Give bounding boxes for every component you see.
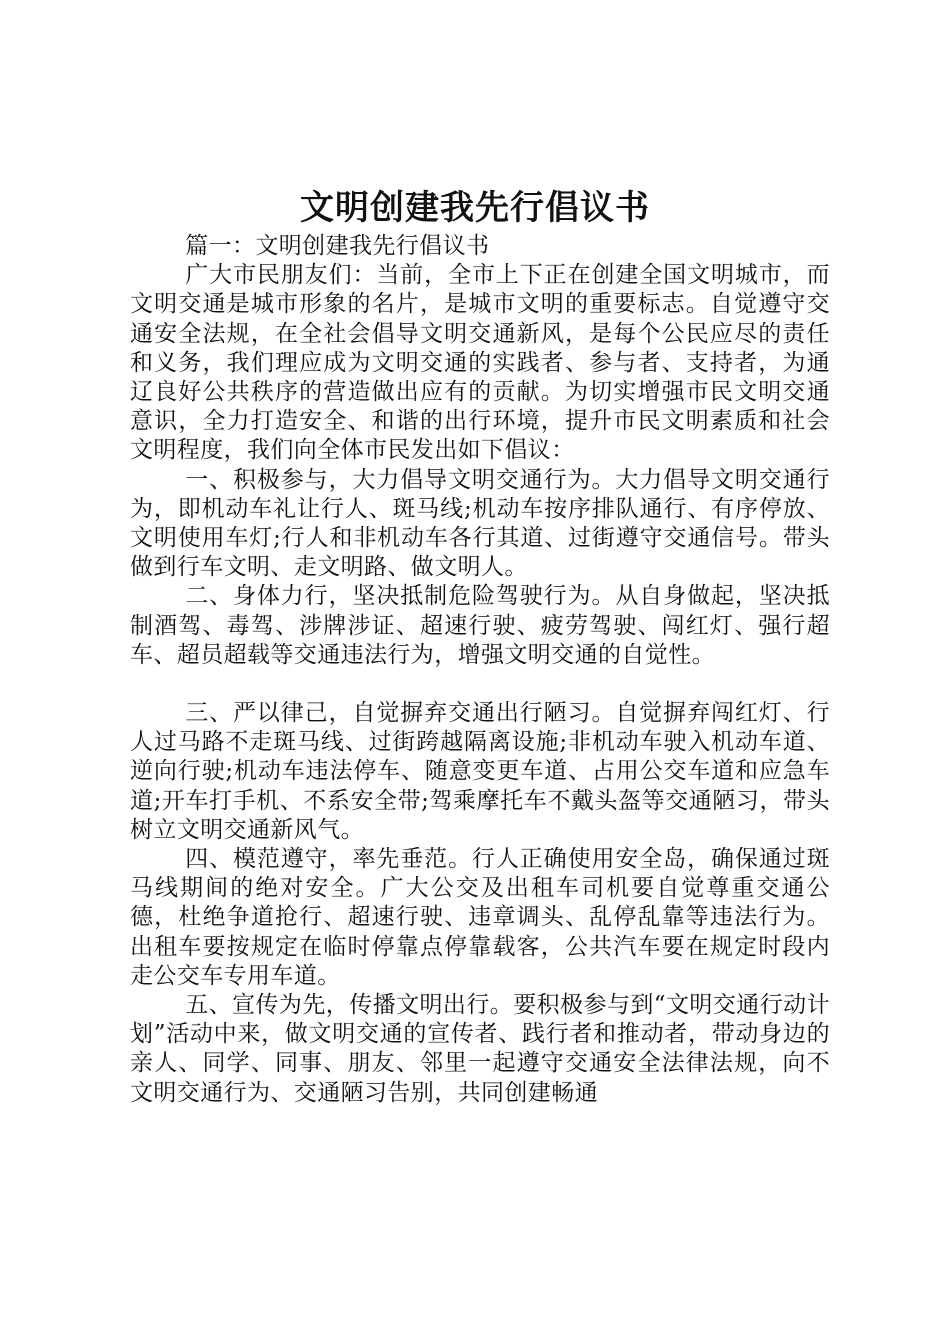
paragraph-item-2: 二、身体力行，坚决抵制危险驾驶行为。从自身做起，坚决抵制酒驾、毒驾、涉牌涉证、超速行驶、疲劳驾驶、闯红灯、强行超车、超员超载等交通违法行为，增强文明交通的自觉性。	[130, 583, 830, 668]
document-body	[130, 232, 830, 1108]
section-heading: 篇一：文明创建我先行倡议书	[185, 233, 490, 259]
paragraph-item-5: 五、宣传为先，传播文明出行。要积极参与到“文明交通行动计划”活动中来，做文明交通的宣传者、践行者和推动者，带动身边的亲人、同学、同事、朋友、邻里一起遵守交通安全法律法规，向不文明交通行为、交通陋习告别，共同创建畅通	[130, 992, 830, 1106]
document-title: 文明创建我先行倡议书	[300, 188, 650, 228]
paragraph-intro: 广大市民朋友们：当前，全市上下正在创建全国文明城市，而文明交通是城市形象的名片，是城市文明的重要标志。自觉遵守交通安全法规，在全社会倡导文明交通新风，是每个公民应尽的责任和义务，我们理应成为文明交通的实践者、参与者、支持者，为通辽良好公共秩序的营造做出应有的贡献。为切实增强市民文明交通意识，全力打造安全、和谐的出行环境，提升市民文明素质和社会文明程度，我们向全体市民发出如下倡议：	[130, 262, 830, 464]
paragraph-item-4: 四、模范遵守，率先垂范。行人正确使用安全岛，确保通过斑马线期间的绝对安全。广大公交及出租车司机要自觉尊重交通公德，杜绝争道抢行、超速行驶、违章调头、乱停乱靠等违法行为。出租车要按规定在临时停靠点停靠载客，公共汽车要在规定时段内走公交车专用车道。	[130, 846, 830, 989]
paragraph-item-3: 三、严以律己，自觉摒弃交通出行陋习。自觉摒弃闯红灯、行人过马路不走斑马线、过街跨越隔离设施;非机动车驶入机动车道、逆向行驶;机动车违法停车、随意变更车道、占用公交车道和应急车道;开车打手机、不系安全带;驾乘摩托车不戴头盔等交通陋习，带头树立文明交通新风气。	[130, 700, 830, 843]
paragraph-item-1: 一、积极参与，大力倡导文明交通行为。大力倡导文明交通行为，即机动车礼让行人、斑马线;机动车按序排队通行、有序停放、文明使用车灯;行人和非机动车各行其道、过街遵守交通信号。带头做到行车文明、走文明路、做文明人。	[130, 466, 830, 581]
